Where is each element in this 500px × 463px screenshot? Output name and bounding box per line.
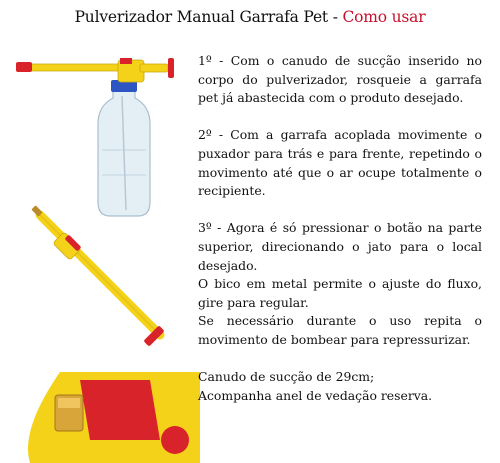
step-3: 3º - Agora é só pressionar o botão na parte superior, direcionando o jato para o local desejado. xyxy=(198,220,482,273)
title-main: Pulverizador Manual Garrafa Pet - xyxy=(74,8,343,26)
instructions xyxy=(198,52,482,405)
step-1: 1º - Com o canudo de sucção inserido no corpo do pulverizador, rosqueie a garrafa pet já abastecida com o produto desejado. xyxy=(198,53,482,106)
title-accent: Como usar xyxy=(342,8,426,26)
note-nozzle: O bico em metal permite o ajuste do fluxo, gire para regular. xyxy=(198,276,482,310)
product-illustrations xyxy=(0,0,200,463)
spec-straw: Canudo de sucção de 29cm; xyxy=(198,369,375,385)
note-repressurize: Se necessário durante o uso repita o movimento de bombear para repressurizar. xyxy=(198,313,482,347)
sprayer-on-bottle-image xyxy=(16,58,174,216)
nozzle-closeup-image xyxy=(28,372,200,463)
spec-seal: Acompanha anel de vedação reserva. xyxy=(198,387,433,403)
step-2: 2º - Com a garrafa acoplada movimente o puxador para trás e para frente, repetindo o movimento até que o ar ocupe totalmente o recipiente. xyxy=(198,127,482,199)
sprayer-diagonal-image xyxy=(31,205,164,346)
